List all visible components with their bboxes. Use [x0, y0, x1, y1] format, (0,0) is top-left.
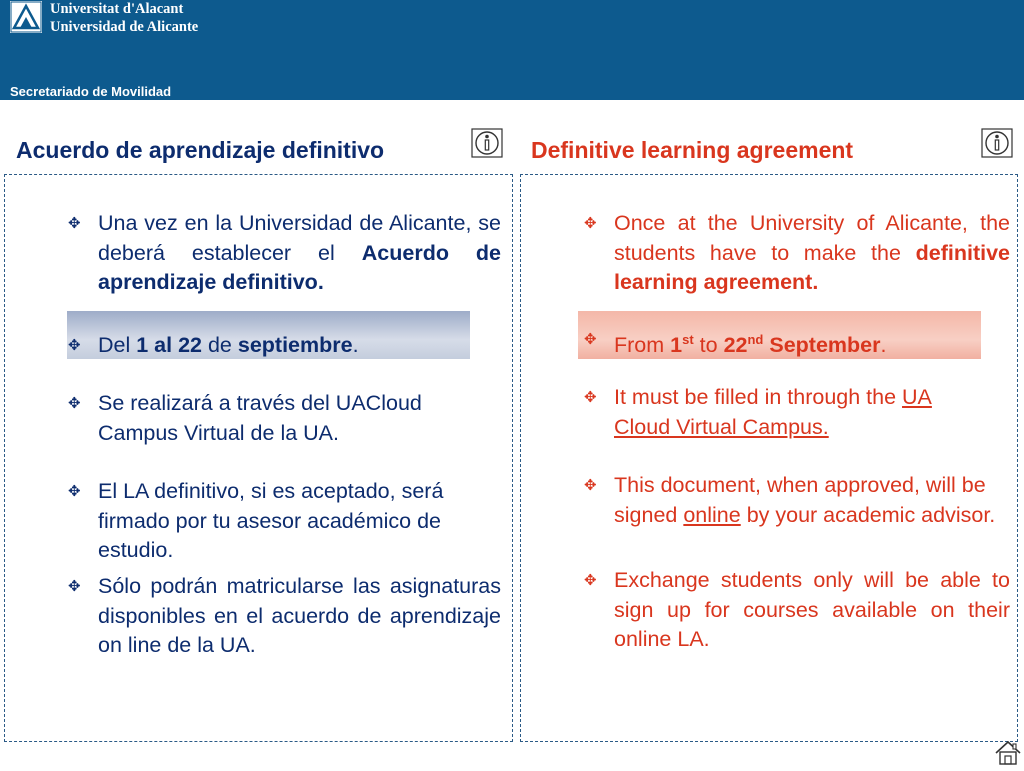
info-icon[interactable]: [981, 128, 1013, 158]
info-icon[interactable]: [471, 128, 503, 158]
list-item: ✥ From 1st to 22nd September.: [584, 325, 1010, 361]
bullet-icon: ✥: [584, 572, 597, 589]
bullet-icon: ✥: [68, 337, 81, 354]
online-link[interactable]: online: [683, 502, 741, 527]
bullet-list-spanish: [68, 331, 501, 361]
title-spanish: Acuerdo de aprendizaje definitivo: [16, 137, 385, 163]
title-english: Definitive learning agreement: [531, 137, 854, 163]
ua-cloud-link[interactable]: UA Cloud Virtual Campus.: [614, 385, 932, 439]
bullet-list-english: [584, 471, 1004, 530]
university-name: [50, 0, 198, 36]
home-icon[interactable]: [994, 740, 1022, 766]
university-logo: [10, 1, 42, 33]
bullet-icon: ✥: [68, 395, 81, 412]
bullet-list-spanish: [68, 477, 493, 566]
bullet-list-spanish: [68, 389, 468, 448]
bullet-icon: ✥: [68, 578, 81, 595]
list-item: ✥ Del 1 al 22 de septiembre.: [68, 331, 501, 361]
header-bar: [0, 0, 1024, 100]
list-item: ✥ Exchange students only will be able to sign up for courses available on their online LA.: [584, 568, 1010, 651]
bullet-icon: ✥: [584, 477, 597, 494]
bullet-list-spanish: [68, 209, 501, 298]
bullet-list-english: [584, 383, 984, 442]
list-item: ✥ Sólo podrán matricularse las asignaturas disponibles en el acuerdo de aprendizaje on line de la UA.: [68, 574, 501, 657]
list-item: ✥ It must be filled in through the UA Cloud Virtual Campus.: [584, 385, 932, 439]
bullet-icon: ✥: [68, 215, 81, 232]
bullet-icon: ✥: [68, 483, 81, 500]
list-item: ✥ Once at the University of Alicante, the students have to make the definitive learning agreement.: [584, 211, 1010, 294]
list-item: ✥ Se realizará a través del UACloud Campus Virtual de la UA.: [68, 391, 422, 445]
university-name-es: Universidad de Alicante: [50, 19, 199, 35]
bullet-icon: ✥: [584, 389, 597, 406]
list-item: ✥ This document, when approved, will be signed online by your academic advisor.: [584, 473, 996, 527]
bullet-list-english: [584, 325, 1010, 361]
list-item: ✥ Una vez en la Universidad de Alicante, se deberá establecer el Acuerdo de aprendizaje definitivo.: [68, 211, 502, 294]
section-name: Secretariado de Movilidad: [10, 84, 172, 99]
bullet-icon: ✥: [584, 215, 597, 232]
university-name-ca: Universitat d'Alacant: [50, 1, 184, 17]
bullet-icon: ✥: [584, 331, 597, 348]
bullet-list-english: [584, 209, 1010, 298]
bullet-list-english: [584, 566, 1010, 655]
list-item: ✥ El LA definitivo, si es aceptado, será firmado por tu asesor académico de estudio.: [68, 479, 444, 562]
bullet-list-spanish: [68, 572, 501, 661]
